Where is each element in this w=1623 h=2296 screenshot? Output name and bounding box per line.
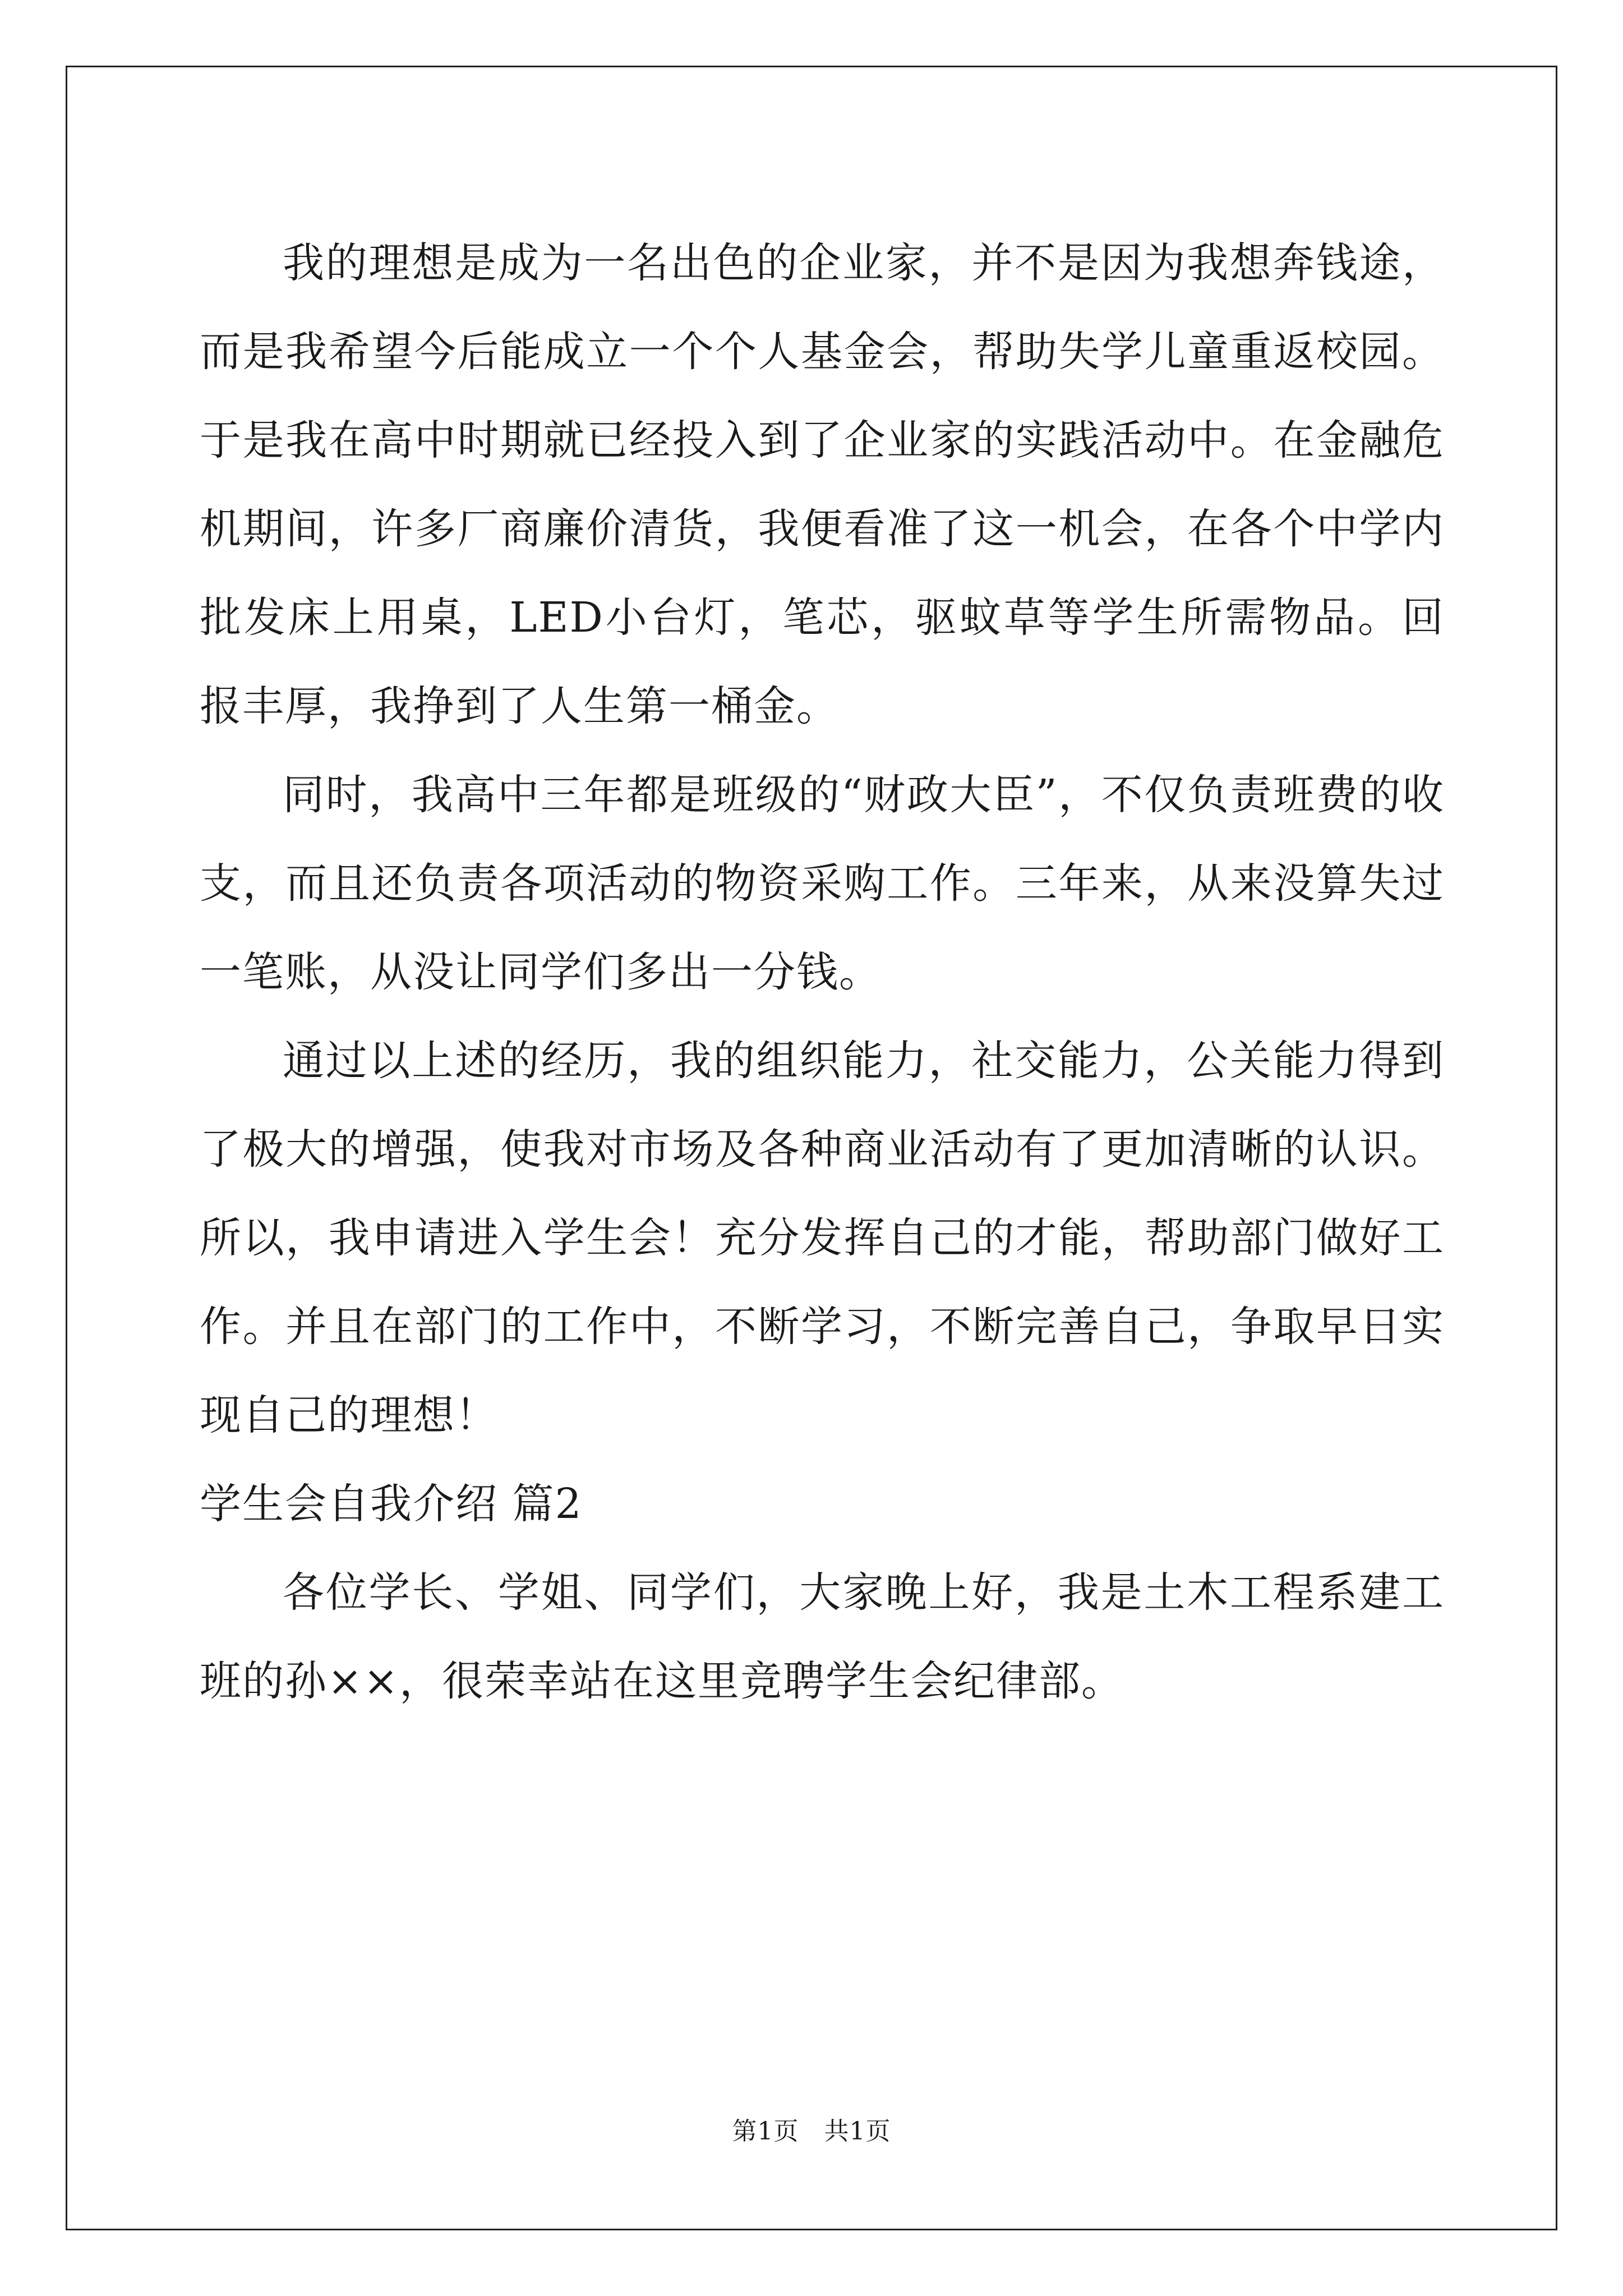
section-heading: 学生会自我介绍 篇2: [200, 1480, 583, 1528]
page-footer: 第1页 共1页: [732, 2117, 891, 2146]
document-body: [200, 219, 1445, 1726]
paragraph-finance-minister: 同时，我高中三年都是班级的“财政大臣”，不仅负责班费的收支，而且还负责各项活动的物资采购工作。三年来，从来没算失过一笔账，从没让同学们多出一分钱。: [200, 771, 1445, 996]
paragraph-greeting: 各位学长、学姐、同学们，大家晚上好，我是土木工程系建工班的孙××，很荣幸站在这里竞聘学生会纪律部。: [200, 1568, 1445, 1705]
paragraph-experience: 通过以上述的经历，我的组织能力，社交能力，公关能力得到了极大的增强，使我对市场及各种商业活动有了更加清晰的认识。所以，我申请进入学生会！充分发挥自己的才能，帮助部门做好工作。并且在部门的工作中，不断学习，不断完善自己，争取早日实现自己的理想！: [200, 1037, 1445, 1439]
paragraph-ideal: 我的理想是成为一名出色的企业家，并不是因为我想奔钱途，而是我希望今后能成立一个个人基金会，帮助失学儿童重返校园。于是我在高中时期就已经投入到了企业家的实践活动中。在金融危机期间，许多厂商廉价清货，我便看准了这一机会，在各个中学内批发床上用桌，LED小台灯，笔芯，驱蚊草等学生所需物品。回报丰厚，我挣到了人生第一桶金。: [200, 239, 1445, 730]
